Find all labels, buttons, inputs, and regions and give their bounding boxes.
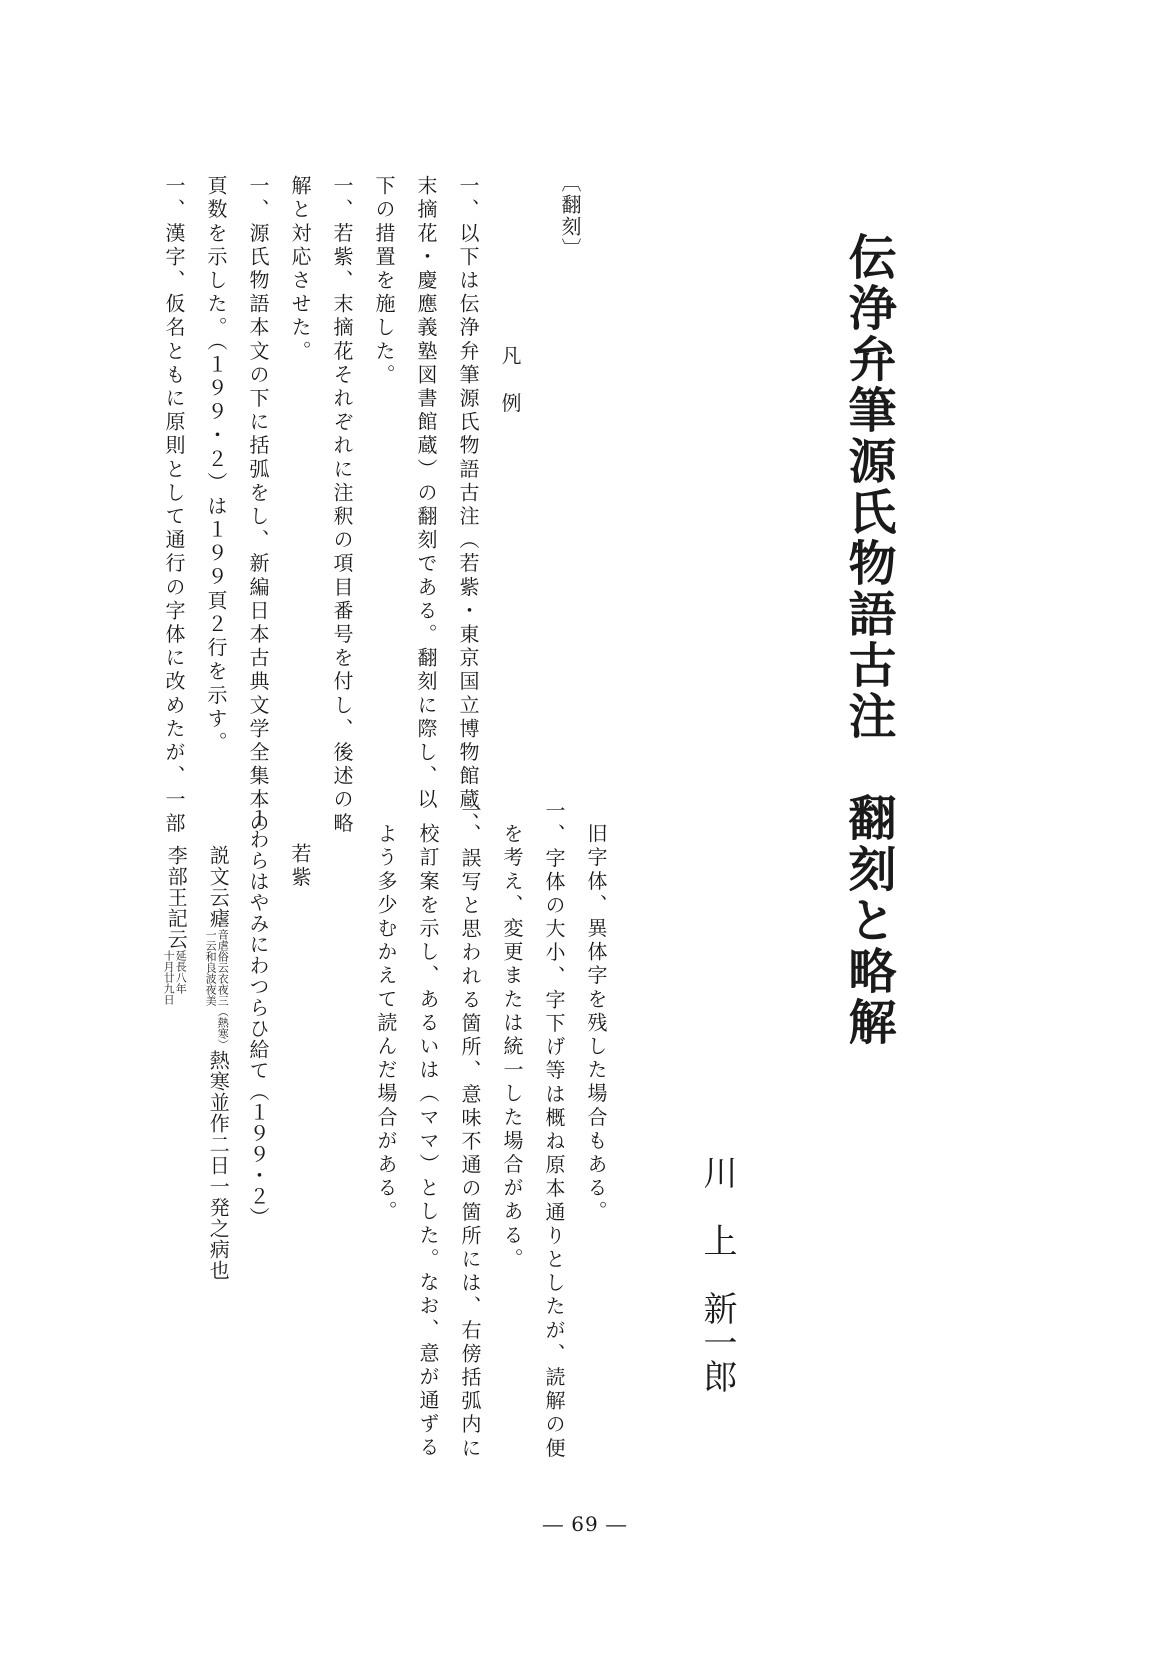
note-left-line: 十月廿九日	[162, 950, 176, 1005]
notes-line: 校訂案を示し、あるいは（ママ）とした。なお、意が通ずる	[416, 823, 440, 1461]
chapter-heading: 若紫	[288, 843, 312, 891]
page-title: 伝浄弁筆源氏物語古注 翻刻と略解	[840, 232, 896, 1048]
notes-line: 一、以下は伝浄弁筆源氏物語古注（若紫・東京国立博物館蔵、	[456, 175, 480, 836]
notes-line: 末摘花・慶應義塾図書館蔵）の翻刻である。翻刻に際し、以	[414, 175, 438, 813]
transcription-entry: １わらはやみにわつらひ給て（１９９・２）	[246, 808, 270, 1228]
note-right-line: 音虐俗云衣夜三（熱寒）	[216, 929, 230, 1050]
notes-line: 一、若紫、末摘花それぞれに注釈の項目番号を付し、後述の略	[330, 175, 354, 836]
notes-line: 一、漢字、仮名ともに原則として通行の字体に改めたが、一部	[162, 175, 186, 836]
notes-line: 一、源氏物語本文の下に括弧をし、新編日本古典文学全集本の	[246, 175, 270, 836]
section-label: 〔翻刻〕	[558, 172, 582, 260]
notes-line: 頁数を示した。（１９９・２）は１９９頁２行を示す。	[204, 175, 228, 755]
note-right-line: 延長八年	[174, 950, 188, 994]
notes-line: 下の措置を施した。	[372, 175, 396, 388]
citation-line	[162, 845, 189, 1005]
notes-line: 一、字体の大小、字下げ等は概ね原本通りとしたが、読解の便	[542, 800, 566, 1461]
notes-line: 一、誤写と思われる箇所、意味不通の箇所には、右傍括弧内に	[458, 800, 482, 1461]
notes-line: よう多少むかえて読んだ場合がある。	[374, 823, 398, 1225]
notes-line: 解と対応させた。	[288, 175, 312, 364]
citation-main-text: 李部王記云	[164, 845, 189, 950]
notes-line: を考え、変更または統一した場合がある。	[500, 823, 524, 1272]
citation-tail-text: 熱寒並作二日一発之病也	[206, 1050, 231, 1281]
page-number: ― 69 ―	[542, 1512, 628, 1536]
notes-heading: 凡 例	[498, 345, 522, 416]
notes-line: 旧字体、異体字を残した場合もある。	[584, 823, 608, 1225]
citation-main-text: 説文云瘧	[206, 845, 231, 929]
author-name: 川 上 新一郎	[697, 1155, 737, 1393]
citation-warichu-note	[162, 950, 186, 1005]
citation-line	[204, 845, 231, 1281]
citation-warichu-note	[204, 929, 228, 1050]
note-left-line: 一云和良波夜美	[204, 929, 218, 1006]
